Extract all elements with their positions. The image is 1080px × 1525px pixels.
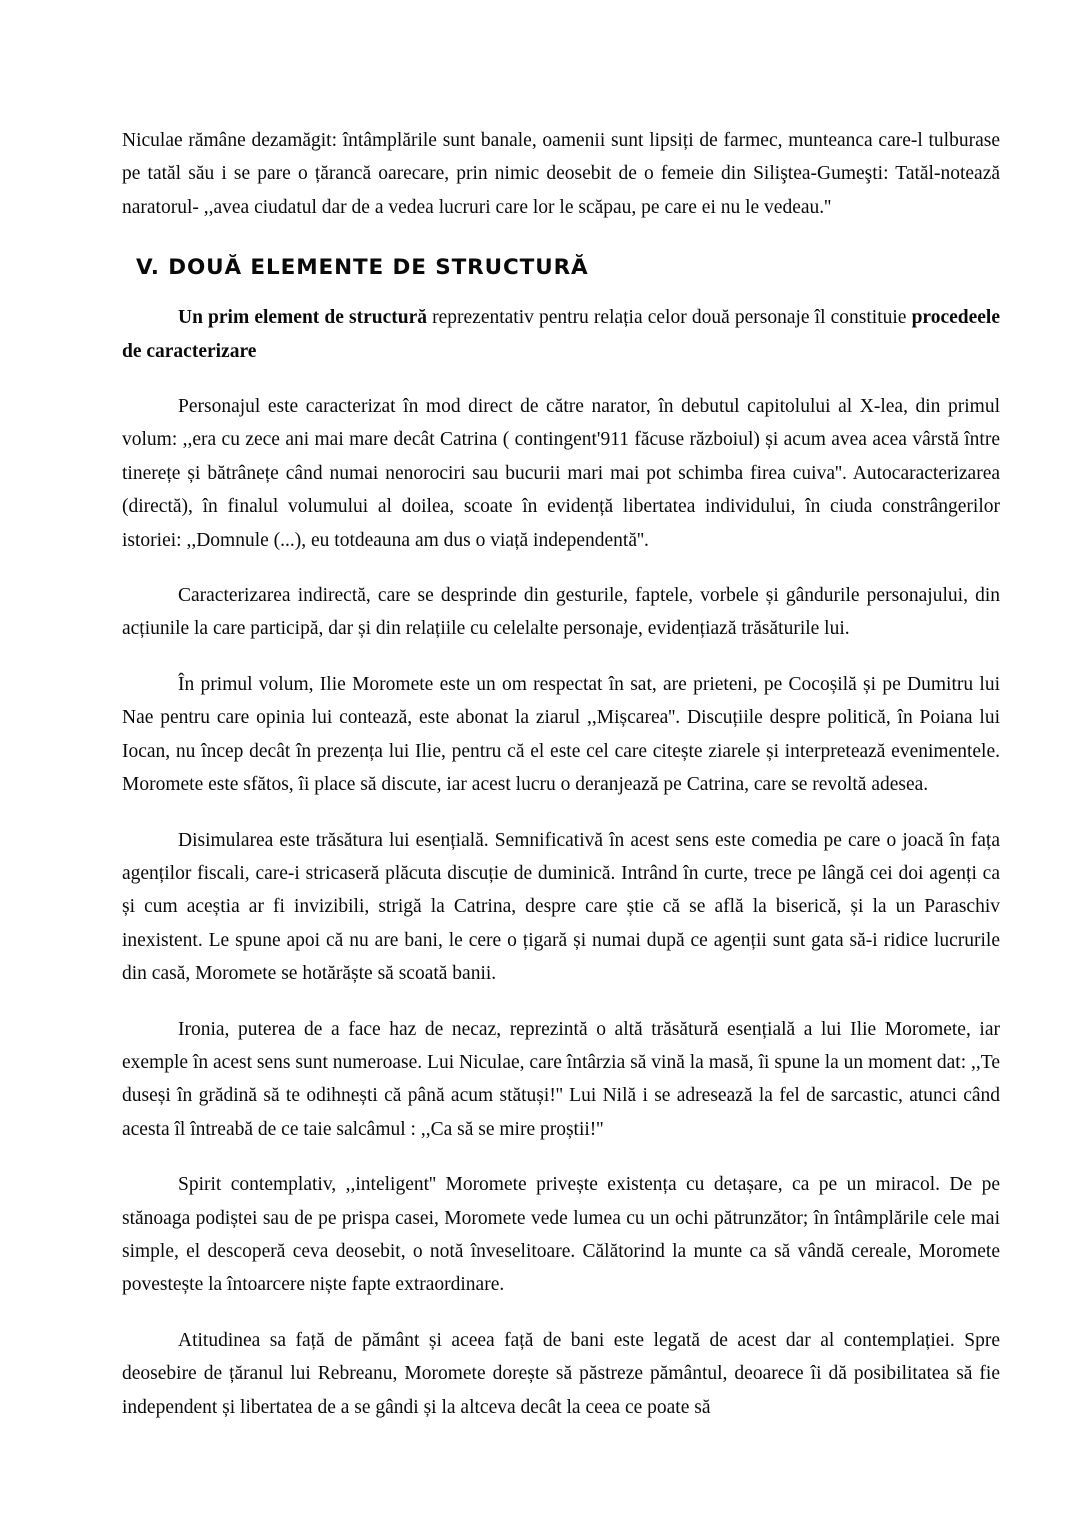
paragraph-first-element [122, 301, 1000, 368]
paragraph-dissimulation: Disimularea este trăsătura lui esențială. Semnificativă în acest sens este comedia pe care o joacă în fața agenților fiscali, care-i stricaseră plăcuta discuție de duminică. Intrând în curte, trece pe lângă cei doi agenți ca și cum aceștia ar fi invizibili, strigă la Catrina, despre care știe că se află la biserică, și la un Paraschiv inexistent. Le spune apoi că nu are bani, le cere o țigară și numai după ce agenții sunt gata să-i ridice lucrurile din casă, Moromete se hotărăște să scoată banii. [122, 829, 1000, 985]
section-heading: V. DOUĂ ELEMENTE DE STRUCTURĂ [136, 255, 589, 281]
heading-spacer [122, 283, 1000, 301]
first-element-rest: reprezentativ pentru relația celor două personaje îl constituie [427, 307, 912, 329]
first-element-bold-tail: procedeele de caracterizare [122, 307, 1000, 362]
document-text-column [122, 124, 1000, 1424]
paragraph-irony: Ironia, puterea de a face haz de necaz, reprezintă o altă trăsătură esențială a lui Ilie Moromete, iar exemple în acest sens sunt numeroase. Lui Niculae, care întârzia să vină la masă, îi spune la un moment dat: ,,Te duseși în grădină să te odihnești că până acum stătuși!'' Lui Nilă i se adresează la fel de sarcastic, atunci când acesta îl întreabă de ce taie salcâmul : ,,Ca să se mire proștii!'' [122, 1018, 1000, 1140]
paragraph-direct-characterization: Personajul este caracterizat în mod direct de către narator, în debutul capitolului al X-lea, din primul volum: ,,era cu zece ani mai mare decât Catrina ( contingent'911 făcuse războiul) și acum avea acea vârstă între tinerețe și bătrânețe când numai nenorociri sau bucurii mari mai pot schimba firea cuiva''. Autocaracterizarea (directă), în finalul volumului al doilea, scoate în evidență libertatea individului, în ciuda constrângerilor istoriei: ,,Domnule (...), eu totdeauna am dus o viață independentă''. [122, 396, 1000, 551]
paragraph-contemplative: Spirit contemplativ, ,,inteligent'' Moromete privește existența cu detașare, ca pe un miracol. De pe stănoaga podiștei sau de pe prispa casei, Moromete vede lumea cu un ochi pătrunzător; în întâmplările cele mai simple, el descoperă ceva deosebit, o notă înveselitoare. Călătorind la munte ca să vândă cereale, Moromete povestește la întoarcere niște fapte extraordinare. [122, 1174, 1000, 1296]
first-element-bold-lead: Un prim element de structură [178, 307, 427, 329]
paragraph-first-volume: În primul volum, Ilie Moromete este un om respectat în sat, are prieteni, pe Cocoșilă și pe Dumitru lui Nae pentru care opinia lui contează, este abonat la ziarul ,,Mișcarea''. Discuțiile despre politică, în Poiana lui Iocan, nu încep decât în prezența lui Ilie, pentru că el este cel care citește ziarele și interpretează evenimentele. Moromete este sfătos, îi place să discute, iar acest lucru o deranjează pe Catrina, care se revoltă adesea. [122, 673, 1000, 796]
paragraph-attitude: Atitudinea sa față de pământ și aceea față de bani este legată de acest dar al contemplației. Spre deosebire de țăranul lui Rebreanu, Moromete dorește să păstreze pământul, deoarece îi dă posibilitatea să fie independent și libertatea de a se gândi și la altceva decât la ceea ce poate să [122, 1329, 1000, 1418]
paragraph-intro: Niculae rămâne dezamăgit: întâmplările sunt banale, oamenii sunt lipsiți de farmec, munteanca care-l tulburase pe tatăl său i se pare o țărancă oarecare, prin nimic deosebit de o femeie din Siliştea-Gumeşti: Tatăl-notează naratorul- ,,avea ciudatul dar de a vedea lucruri care lor le scăpau, pe care ei nu le vedeau.'' [122, 130, 1000, 218]
paragraph-indirect-characterization: Caracterizarea indirectă, care se desprinde din gesturile, faptele, vorbele și gândurile personajului, din acțiunile la care participă, dar și din relațiile cu celelalte personaje, evidențiază trăsăturile lui. [122, 585, 1000, 640]
